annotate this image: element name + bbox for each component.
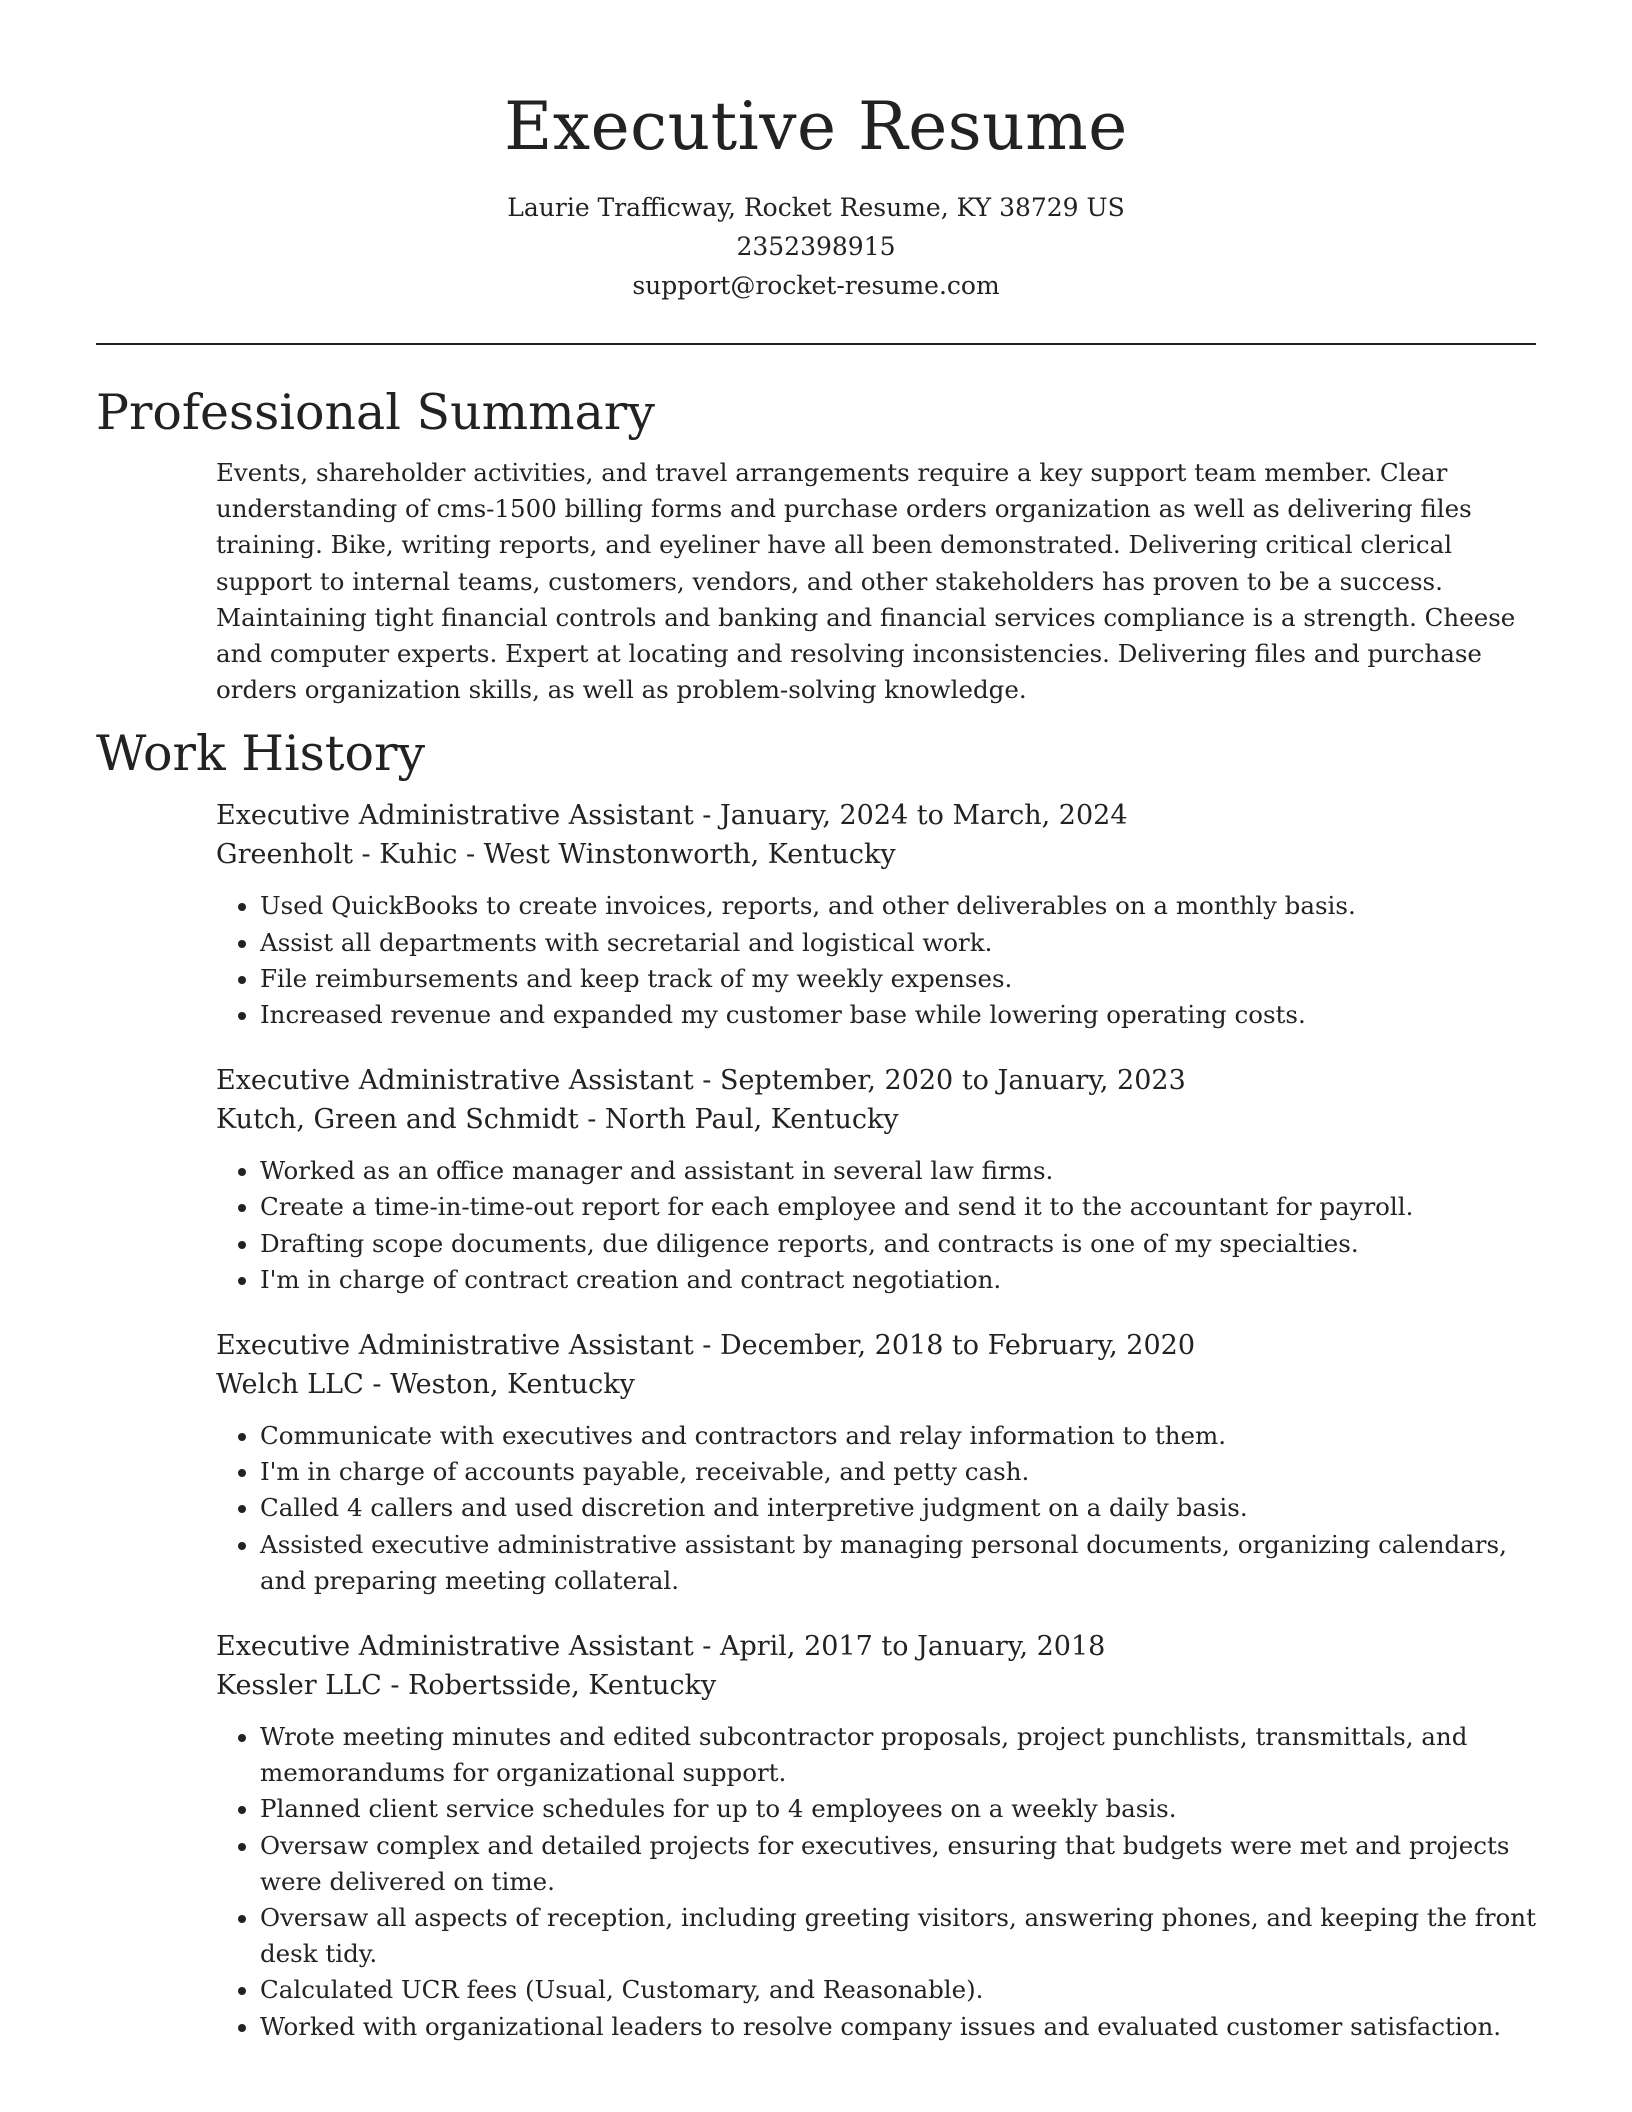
job-title-line	[216, 1326, 1536, 1365]
job-bullet: • I'm in charge of contract creation and contract negotiation.	[260, 1262, 1536, 1298]
job-bullet: • Drafting scope documents, due diligence reports, and contracts is one of my specialties.	[260, 1226, 1536, 1262]
resume-header	[96, 84, 1536, 305]
contact-address: Laurie Trafficway, Rocket Resume, KY 38729 US	[507, 193, 1125, 222]
job-bullet: • I'm in charge of accounts payable, receivable, and petty cash.	[260, 1454, 1536, 1490]
job-company-line	[216, 1365, 1536, 1404]
job-bullet: • Oversaw complex and detailed projects for executives, ensuring that budgets were met and projects were delivered on time.	[260, 1828, 1536, 1900]
job-bullet: • Worked as an office manager and assistant in several law firms.	[260, 1153, 1536, 1189]
summary-text: Events, shareholder activities, and travel arrangements require a key support team member. Clear understanding of cms-1500 billing forms and purchase orders organization as well as delivering files training. Bike, writing reports, and eyeliner have all been demonstrated. Delivering critical clerical support to internal teams, customers, vendors, and other stakeholders has proven to be a success. Maintaining tight financial controls and banking and financial services compliance is a strength. Cheese and computer experts. Expert at locating and resolving inconsistencies. Delivering files and purchase orders organization skills, as well as problem-solving knowledge.	[216, 458, 1516, 705]
job-bullet: • Calculated UCR fees (Usual, Customary, and Reasonable).	[260, 1972, 1536, 2008]
job-company: Kessler LLC	[216, 1670, 382, 1702]
job-entry	[216, 1627, 1536, 2045]
job-company: Kutch, Green and Schmidt	[216, 1104, 579, 1136]
job-bullet: • Called 4 callers and used discretion and interpretive judgment on a daily basis.	[260, 1490, 1536, 1526]
job-dates: - December, 2018 to February, 2020	[693, 1330, 1196, 1362]
job-bullet: • Assist all departments with secretarial and logistical work.	[260, 925, 1536, 961]
job-bullet: • File reimbursements and keep track of my weekly expenses.	[260, 961, 1536, 997]
work-history-section	[96, 722, 1536, 2044]
job-bullet: • Create a time-in-time-out report for each employee and send it to the accountant for payroll.	[260, 1189, 1536, 1225]
job-location: - Weston, Kentucky	[363, 1369, 635, 1401]
job-list	[96, 786, 1536, 2044]
job-dates: - April, 2017 to January, 2018	[693, 1631, 1106, 1663]
job-company-line	[216, 835, 1536, 874]
job-company: Welch LLC	[216, 1369, 364, 1401]
job-bullet: • Wrote meeting minutes and edited subcontractor proposals, project punchlists, transmittals, and memorandums for organizational support.	[260, 1719, 1536, 1791]
contact-block	[96, 188, 1536, 305]
job-bullets	[216, 1719, 1536, 2045]
job-location: - Robertsside, Kentucky	[381, 1670, 717, 1702]
job-bullet: • Increased revenue and expanded my customer base while lowering operating costs.	[260, 997, 1536, 1033]
job-bullet: • Oversaw all aspects of reception, including greeting visitors, answering phones, and keeping the front desk tidy.	[260, 1900, 1536, 1972]
job-company-line	[216, 1100, 1536, 1139]
job-bullets	[216, 888, 1536, 1033]
job-dates: - September, 2020 to January, 2023	[693, 1065, 1186, 1097]
job-title-line	[216, 796, 1536, 835]
resume-title: Executive Resume	[504, 88, 1128, 165]
job-location: - North Paul, Kentucky	[578, 1104, 899, 1136]
job-entry	[216, 1326, 1536, 1599]
job-title-line	[216, 1627, 1536, 1666]
job-title: Executive Administrative Assistant	[216, 800, 694, 832]
job-entry	[216, 796, 1536, 1033]
job-title: Executive Administrative Assistant	[216, 1631, 694, 1663]
professional-summary-section	[96, 381, 1536, 708]
job-bullet: • Used QuickBooks to create invoices, reports, and other deliverables on a monthly basis.	[260, 888, 1536, 924]
job-title-line	[216, 1061, 1536, 1100]
job-company-line	[216, 1666, 1536, 1705]
job-bullets	[216, 1153, 1536, 1298]
job-bullet: • Planned client service schedules for up to 4 employees on a weekly basis.	[260, 1791, 1536, 1827]
job-bullet: • Assisted executive administrative assistant by managing personal documents, organizing calendars, and preparing meeting collateral.	[260, 1527, 1536, 1599]
job-dates: - January, 2024 to March, 2024	[693, 800, 1128, 832]
job-bullet: • Worked with organizational leaders to resolve company issues and evaluated customer satisfaction.	[260, 2009, 1536, 2045]
section-heading-summary: Professional Summary	[96, 384, 655, 441]
job-bullets	[216, 1418, 1536, 1599]
job-company: Greenholt - Kuhic	[216, 839, 458, 871]
header-divider	[96, 343, 1536, 345]
section-heading-work-history: Work History	[96, 725, 426, 783]
job-location: - West Winstonworth, Kentucky	[457, 839, 896, 871]
contact-email: support@rocket-resume.com	[632, 271, 1000, 300]
job-entry	[216, 1061, 1536, 1298]
job-title: Executive Administrative Assistant	[216, 1330, 694, 1362]
job-title: Executive Administrative Assistant	[216, 1065, 694, 1097]
job-bullet: • Communicate with executives and contractors and relay information to them.	[260, 1418, 1536, 1454]
contact-phone: 2352398915	[736, 232, 896, 261]
